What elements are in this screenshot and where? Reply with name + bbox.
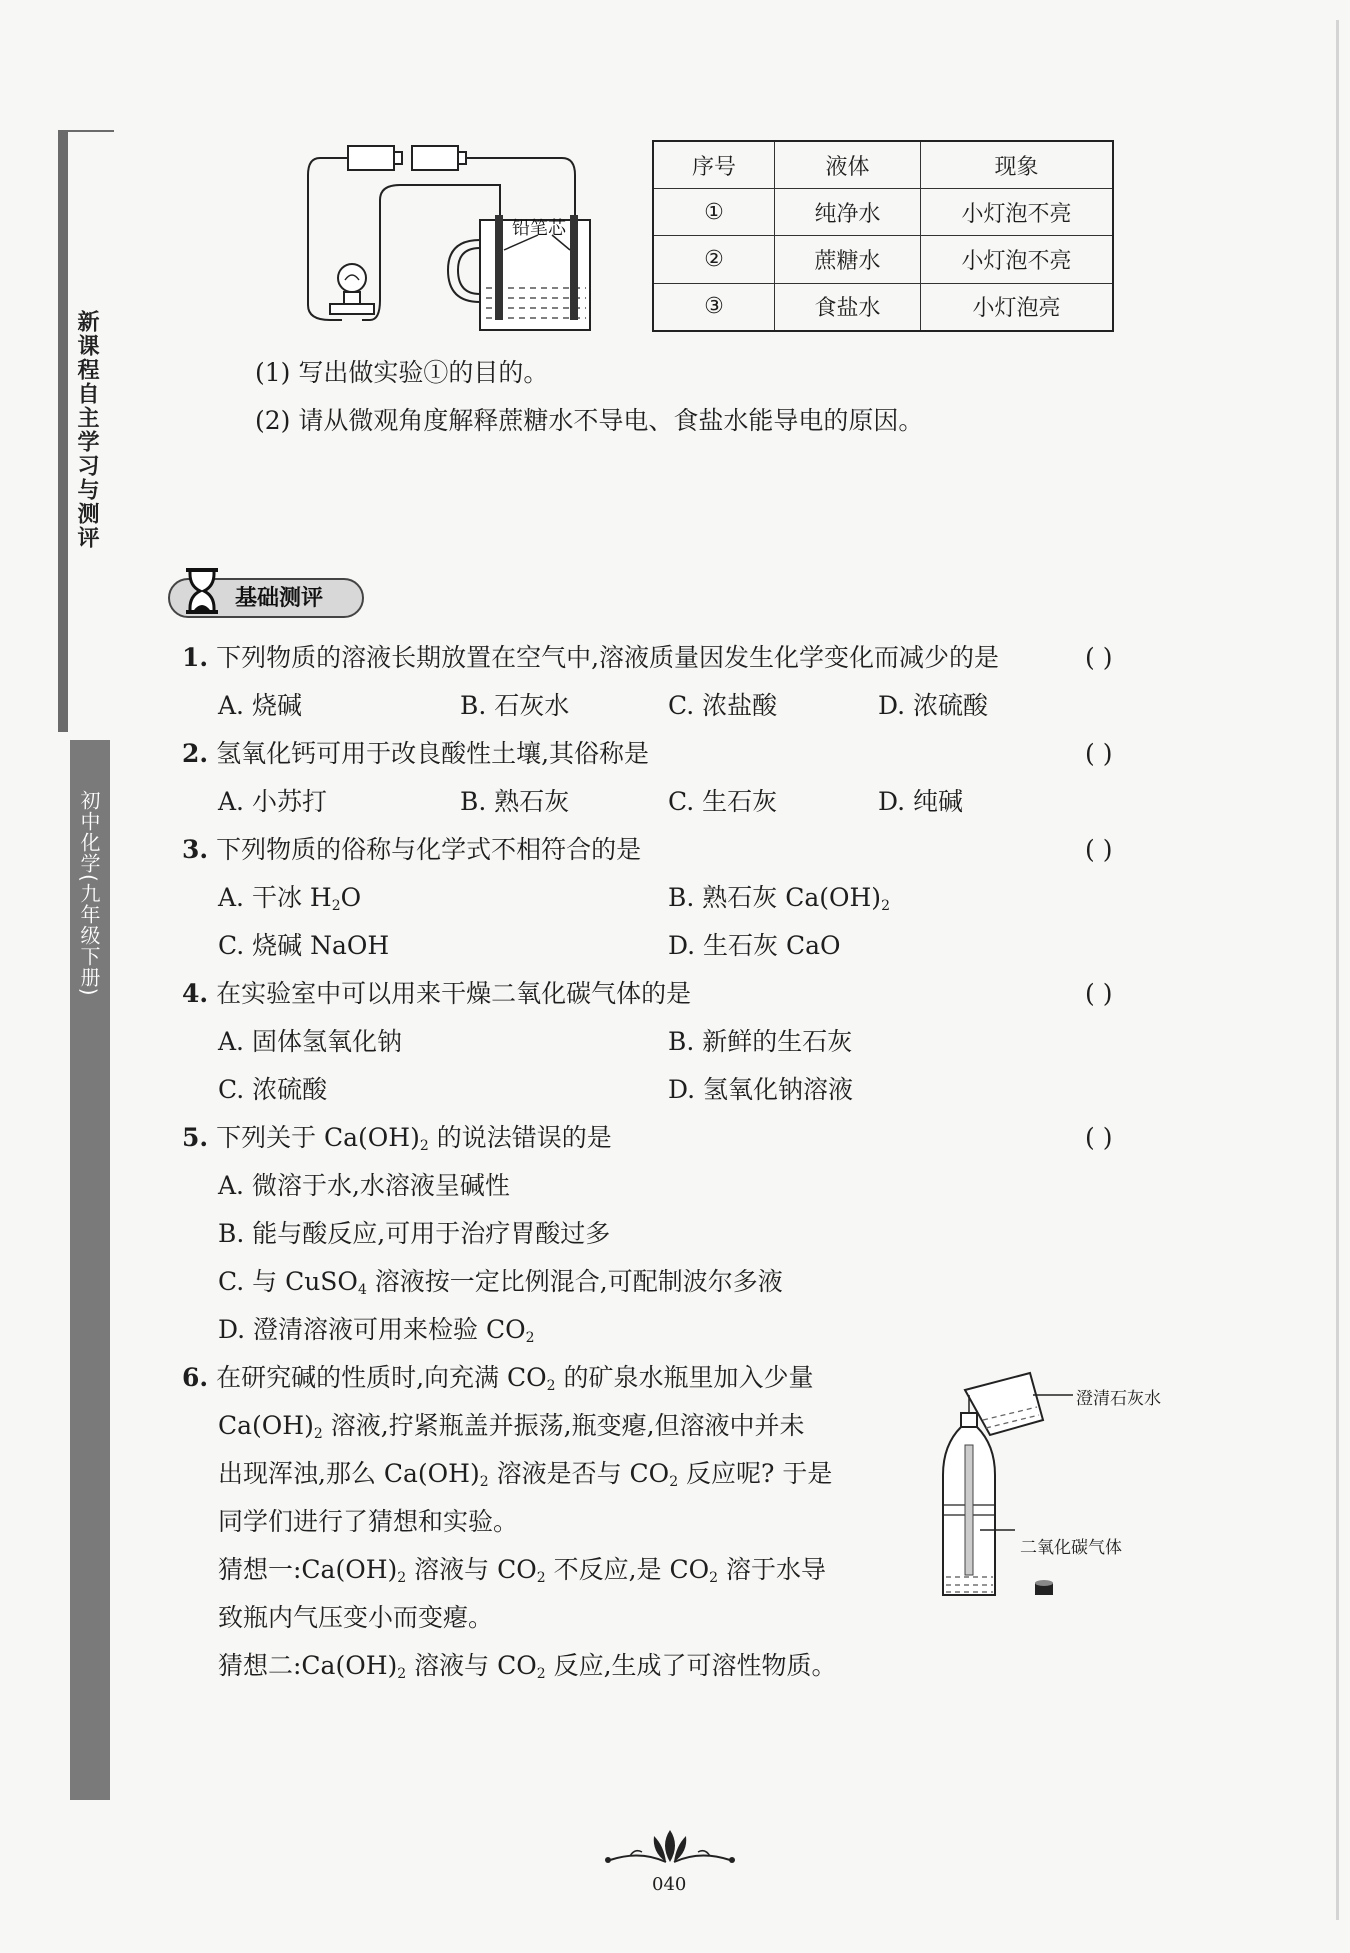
label-co2-gas: 二氧化碳气体 <box>1020 1538 1122 1558</box>
table-cell: 纯净水 <box>775 189 921 236</box>
hypothesis-1-line-1: 猜想一$:Ca(OH)_2$ 溶液与 $CO_2$ 不反应,是 $CO_2$ 溶于水导 <box>218 1555 826 1586</box>
table-header: 序号 <box>653 141 775 189</box>
question-text: 下列物质的俗称与化学式不相符合的是 <box>216 835 642 864</box>
circuit-diagram <box>290 130 620 335</box>
option-d: D. 澄清溶液可用来检验 $CO_2$ <box>218 1315 535 1346</box>
answer-bracket[interactable]: ( ) <box>1085 643 1113 672</box>
table-cell: ③ <box>653 283 775 331</box>
table-row <box>653 189 1113 236</box>
question-2 <box>182 739 649 769</box>
electrode-label: 铅笔芯 <box>512 218 566 239</box>
question-number: 4. <box>182 979 209 1008</box>
option-c: C. 烧碱 NaOH <box>218 931 390 960</box>
table-header: 现象 <box>921 141 1114 189</box>
answer-bracket[interactable]: ( ) <box>1085 979 1113 1008</box>
question-text: 氢氧化钙可用于改良酸性土壤,其俗称是 <box>216 739 650 768</box>
option-a: A. 烧碱 <box>218 691 302 720</box>
option-c: C. 浓盐酸 <box>668 691 778 720</box>
table-cell: ① <box>653 189 775 236</box>
option-b: B. 能与酸反应,可用于治疗胃酸过多 <box>218 1219 611 1248</box>
prompt-1: (1) 写出做实验①的目的。 <box>255 358 549 387</box>
hypothesis-2: 猜想二$:Ca(OH)_2$ 溶液与 $CO_2$ 反应,生成了可溶性物质。 <box>218 1651 837 1682</box>
option-a: A. 固体氢氧化钠 <box>218 1027 402 1056</box>
option-d: D. 氢氧化钠溶液 <box>668 1075 854 1104</box>
option-d: D. 生石灰 CaO <box>668 931 841 960</box>
option-b: B. 熟石灰 $Ca(OH)_2$ <box>668 883 890 914</box>
option-b: B. 熟石灰 <box>460 787 570 816</box>
question-4 <box>182 979 691 1009</box>
section-title: 基础测评 <box>235 586 324 611</box>
option-c: C. 生石灰 <box>668 787 778 816</box>
question-number: 2. <box>182 739 209 768</box>
table-cell: 小灯泡不亮 <box>921 189 1114 236</box>
option-a: A. 小苏打 <box>218 787 327 816</box>
question-3 <box>182 835 641 865</box>
spine-series-title: 新课程自主学习与测评 <box>74 310 99 550</box>
question-number: 5. <box>182 1123 209 1152</box>
question-6-line-4: 同学们进行了猜想和实验。 <box>218 1507 519 1536</box>
spine-book-title: 初中化学(九年级下册) <box>77 790 101 997</box>
option-a: A. 微溶于水,水溶液呈碱性 <box>218 1171 510 1200</box>
table-row <box>653 236 1113 283</box>
question-number: 3. <box>182 835 209 864</box>
question-6-line-2: $Ca(OH)_2$ 溶液,拧紧瓶盖并振荡,瓶变瘪,但溶液中并未 <box>218 1411 805 1442</box>
question-number: 6. <box>182 1363 209 1392</box>
table-cell: 小灯泡不亮 <box>921 236 1114 283</box>
table-cell: 食盐水 <box>775 283 921 331</box>
question-1 <box>182 643 999 673</box>
question-6-line-1: 6. 在研究碱的性质时,向充满 $CO_2$ 的矿泉水瓶里加入少量 <box>182 1363 814 1394</box>
question-text: 下列物质的溶液长期放置在空气中,溶液质量因发生化学变化而减少的是 <box>216 643 1000 672</box>
experiment-table <box>652 140 1114 332</box>
option-b: B. 石灰水 <box>460 691 570 720</box>
question-number: 1. <box>182 643 209 672</box>
option-b: B. 新鲜的生石灰 <box>668 1027 853 1056</box>
prompt-2: (2) 请从微观角度解释蔗糖水不导电、食盐水能导电的原因。 <box>255 406 924 435</box>
table-cell: 蔗糖水 <box>775 236 921 283</box>
option-c: C. 与 CuSO$_4$ 溶液按一定比例混合,可配制波尔多液 <box>218 1267 783 1298</box>
answer-bracket[interactable]: ( ) <box>1085 835 1113 864</box>
option-d: D. 浓硫酸 <box>878 691 989 720</box>
label-limewater: 澄清石灰水 <box>1076 1389 1161 1409</box>
page-edge-shadow <box>1336 20 1339 1920</box>
answer-bracket[interactable]: ( ) <box>1085 1123 1113 1152</box>
question-6-line-3: 出现浑浊,那么 $Ca(OH)_2$ 溶液是否与 $CO_2$ 反应呢? 于是 <box>218 1459 833 1490</box>
answer-bracket[interactable]: ( ) <box>1085 739 1113 768</box>
hourglass-icon <box>182 566 222 616</box>
question-text: 在实验室中可以用来干燥二氧化碳气体的是 <box>216 979 692 1008</box>
option-a: A. 干冰 $H_2O$ <box>218 883 362 914</box>
hypothesis-1-line-2: 致瓶内气压变小而变瘪。 <box>218 1603 494 1632</box>
question-5: 5. 下列关于 $Ca(OH)_2$ 的说法错误的是 <box>182 1123 612 1154</box>
table-cell: 小灯泡亮 <box>921 283 1114 331</box>
table-row <box>653 283 1113 331</box>
table-header-row <box>653 141 1113 189</box>
option-c: C. 浓硫酸 <box>218 1075 328 1104</box>
page-number: 040 <box>652 1874 687 1895</box>
table-header: 液体 <box>775 141 921 189</box>
option-d: D. 纯碱 <box>878 787 964 816</box>
ornament-icon <box>590 1820 750 1870</box>
table-cell: ② <box>653 236 775 283</box>
